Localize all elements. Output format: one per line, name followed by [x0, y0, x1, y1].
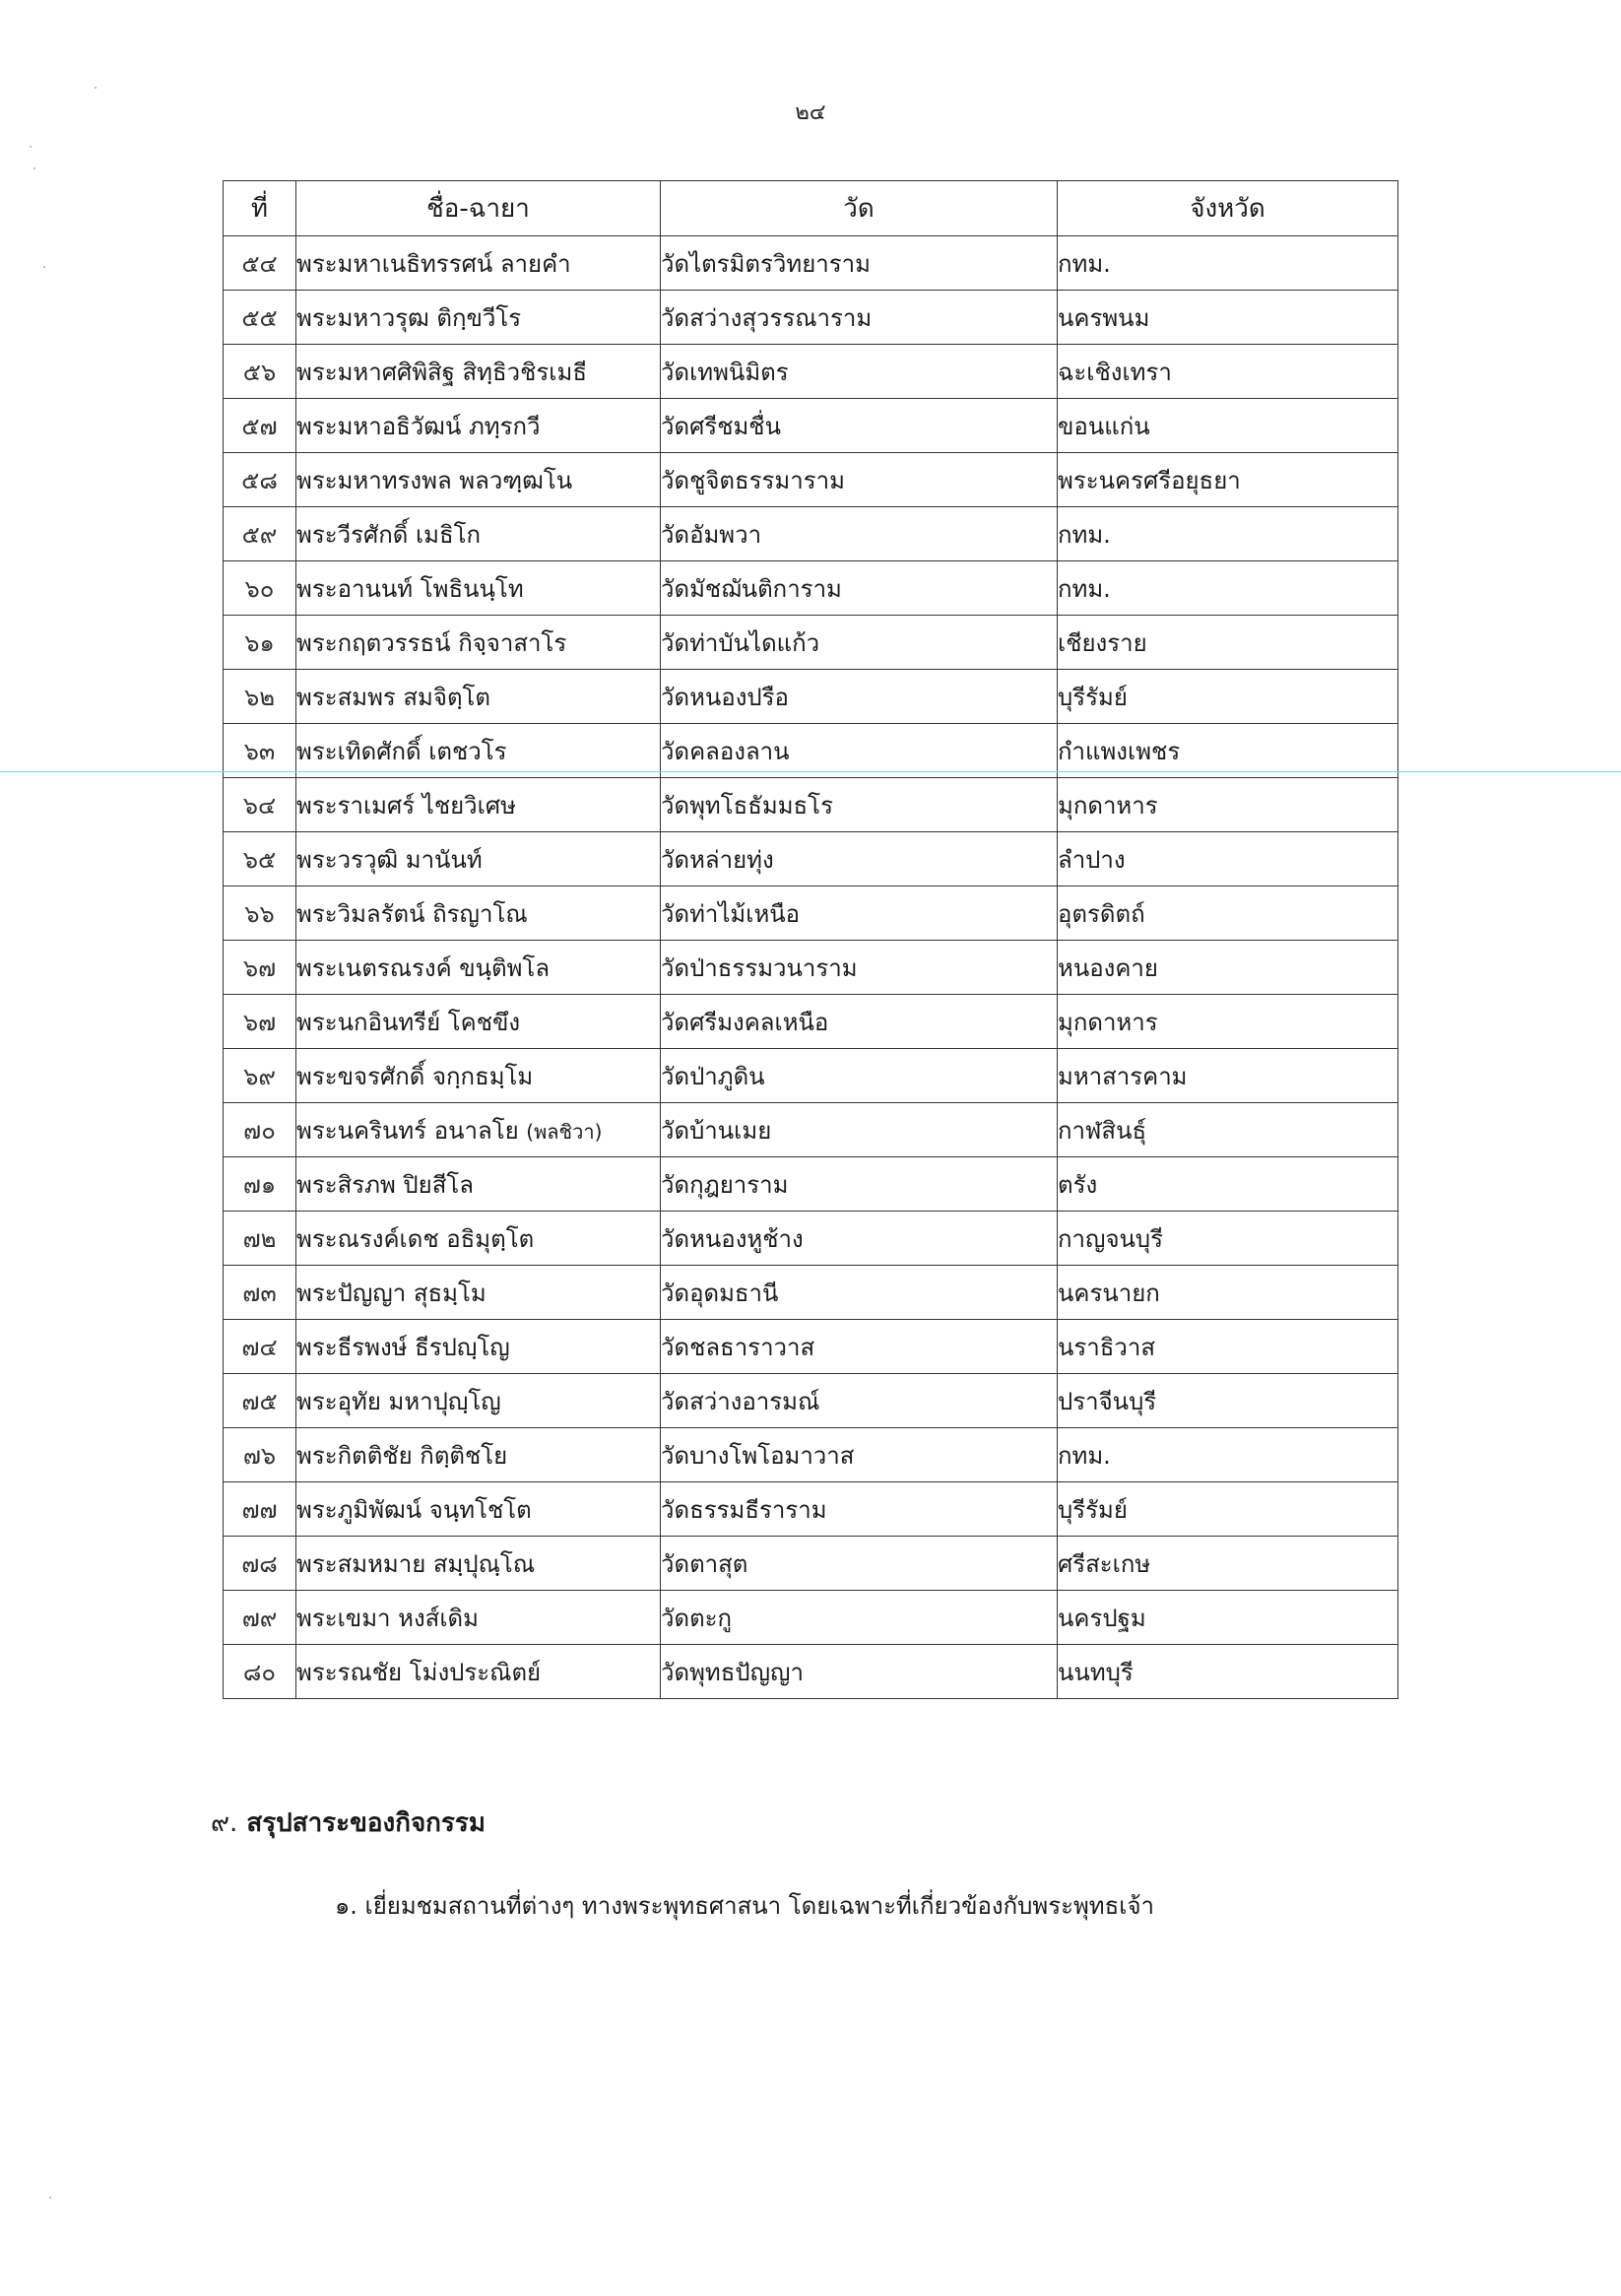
monk-name-text: พระมหาอธิวัฒน์ ภทฺรกวี: [296, 412, 541, 440]
table-row: [224, 561, 1398, 616]
row-number-text: ๕๗: [241, 412, 278, 440]
table-row: [224, 1537, 1398, 1591]
monk-name: [296, 399, 661, 453]
row-number: [224, 1157, 296, 1212]
row-number-text: ๖๙: [243, 1062, 276, 1090]
temple-name: [661, 507, 1058, 561]
province: [1058, 778, 1398, 832]
province: [1058, 1591, 1398, 1645]
province: [1058, 1049, 1398, 1103]
province-text: มหาสารคาม: [1058, 1062, 1188, 1090]
header-no: ที่: [224, 181, 296, 236]
monk-name-text: พระสิรภพ ปิยสีโล: [296, 1170, 474, 1199]
province-text: พระนครศรีอยุธยา: [1058, 466, 1241, 494]
province-text: ลำปาง: [1058, 845, 1126, 874]
scan-speck: [95, 87, 97, 89]
row-number: [224, 1374, 296, 1428]
province-text: บุรีรัมย์: [1058, 683, 1128, 711]
temple-name-text: วัดเทพนิมิตร: [661, 358, 789, 386]
monk-name-text: พระวิมลรัตน์ ถิรญาโณ: [296, 899, 528, 928]
monk-name-text: พระอานนท์ โพธินนฺโท: [296, 574, 524, 603]
row-number-text: ๕๔: [241, 249, 278, 278]
monk-name: [296, 1645, 661, 1699]
monk-name-text: พระมหาเนธิทรรศน์ ลายคำ: [296, 249, 571, 278]
province: [1058, 1645, 1398, 1699]
table-row: [224, 291, 1398, 345]
monk-name: [296, 1103, 661, 1157]
row-number-text: ๗๕: [241, 1387, 278, 1415]
temple-name-text: วัดอัมพวา: [661, 520, 762, 549]
province-text: ตรัง: [1058, 1170, 1098, 1199]
temple-name: [661, 1157, 1058, 1212]
table-row: [224, 1482, 1398, 1537]
row-number: [224, 236, 296, 291]
province-text: กทม.: [1058, 520, 1111, 549]
province-text: นครพนม: [1058, 303, 1150, 332]
province: [1058, 616, 1398, 670]
row-number-text: ๕๕: [241, 303, 278, 332]
monk-name-text: พระกิตติชัย กิตฺติชโย: [296, 1441, 508, 1470]
temple-name: [661, 724, 1058, 778]
temple-name-text: วัดชูจิตธรรมาราม: [661, 466, 845, 494]
section-number: ๙.: [211, 1808, 238, 1838]
monk-name: [296, 832, 661, 886]
table-row: [224, 345, 1398, 399]
row-number: [224, 941, 296, 995]
row-number-text: ๗๒: [242, 1224, 277, 1253]
temple-name-text: วัดหนองปรือ: [661, 683, 789, 711]
row-number: [224, 1266, 296, 1320]
temple-name-text: วัดกุฎยาราม: [661, 1170, 789, 1199]
monk-name-text: พระมหาวรุฒ ติกฺขวีโร: [296, 303, 522, 332]
monk-name-text: พระนครินทร์ อนาลโย: [296, 1116, 519, 1145]
row-number: [224, 1049, 296, 1103]
temple-name-text: วัดคลองลาน: [661, 737, 790, 765]
table-row: [224, 724, 1398, 778]
province: [1058, 670, 1398, 724]
table-header-row: [224, 181, 1398, 236]
table-row: [224, 1645, 1398, 1699]
roster-table: [223, 180, 1398, 1699]
row-number-text: ๕๘: [241, 466, 278, 494]
province-text: เชียงราย: [1058, 628, 1147, 657]
temple-name-text: วัดศรีมงคลเหนือ: [661, 1008, 829, 1036]
table-row: [224, 1428, 1398, 1482]
table-row: [224, 1103, 1398, 1157]
temple-name-text: วัดท่าบันไดแก้ว: [661, 628, 820, 657]
monk-name-text: พระขจรศักดิ์ จกฺกธมฺโม: [296, 1062, 534, 1090]
province: [1058, 886, 1398, 941]
row-number-text: ๗๓: [242, 1279, 277, 1307]
province: [1058, 941, 1398, 995]
province-text: กาฬสินธุ์: [1058, 1116, 1147, 1145]
header-wat: วัด: [661, 181, 1058, 236]
header-name: ชื่อ-ฉายา: [296, 181, 661, 236]
table-row: [224, 1591, 1398, 1645]
table-row: [224, 995, 1398, 1049]
province-text: กำแพงเพชร: [1058, 737, 1181, 765]
table-row: [224, 832, 1398, 886]
row-number: [224, 507, 296, 561]
row-number: [224, 1645, 296, 1699]
row-number-text: ๘๐: [242, 1658, 277, 1686]
province: [1058, 1428, 1398, 1482]
temple-name: [661, 832, 1058, 886]
section-title: สรุปสาระของกิจกรรม: [246, 1808, 486, 1838]
temple-name-text: วัดสว่างอารมณ์: [661, 1387, 820, 1415]
monk-name: [296, 670, 661, 724]
monk-name-text: พระมหาศศิพิสิฐ สิทฺธิวชิรเมธี: [296, 358, 587, 386]
scan-speck: [33, 167, 35, 169]
row-number: [224, 1482, 296, 1537]
province: [1058, 995, 1398, 1049]
temple-name: [661, 399, 1058, 453]
province-text: ศรีสะเกษ: [1058, 1549, 1151, 1578]
row-number: [224, 1103, 296, 1157]
temple-name-text: วัดพุทโธธัมมธโร: [661, 791, 833, 820]
temple-name: [661, 1103, 1058, 1157]
province: [1058, 1537, 1398, 1591]
row-number: [224, 724, 296, 778]
province-text: ฉะเชิงเทรา: [1058, 358, 1172, 386]
monk-name-text: พระเนตรณรงค์ ขนฺติพโล: [296, 953, 551, 982]
temple-name: [661, 1591, 1058, 1645]
monk-name: [296, 453, 661, 507]
scan-speck: [30, 146, 32, 148]
row-number-text: ๖๐: [244, 574, 275, 603]
province: [1058, 399, 1398, 453]
row-number-text: ๖๓: [243, 737, 276, 765]
province-text: ขอนแก่น: [1058, 412, 1150, 440]
row-number-text: ๗๔: [241, 1333, 278, 1361]
monk-name-text: พระสมพร สมจิตฺโต: [296, 683, 491, 711]
province: [1058, 832, 1398, 886]
monk-name: [296, 778, 661, 832]
monk-name: [296, 1591, 661, 1645]
row-number-text: ๕๙: [241, 520, 278, 549]
temple-name-text: วัดหล่ายทุ่ง: [661, 845, 774, 874]
row-number-text: ๖๑: [244, 628, 275, 657]
temple-name: [661, 995, 1058, 1049]
row-number: [224, 995, 296, 1049]
row-number: [224, 291, 296, 345]
monk-name: [296, 1428, 661, 1482]
monk-name: [296, 1537, 661, 1591]
monk-name-text: พระเขมา หงส์เดิม: [296, 1604, 479, 1632]
temple-name-text: วัดพุทธปัญญา: [661, 1658, 804, 1686]
province-text: ปราจีนบุรี: [1058, 1387, 1157, 1415]
province: [1058, 1103, 1398, 1157]
monk-name-text: พระภูมิพัฒน์ จนฺทโชโต: [296, 1495, 532, 1524]
temple-name: [661, 453, 1058, 507]
temple-name-text: วัดบ้านเมย: [661, 1116, 772, 1145]
row-number: [224, 1320, 296, 1374]
province: [1058, 1374, 1398, 1428]
temple-name-text: วัดมัชฌันติการาม: [661, 574, 842, 603]
table-row: [224, 1049, 1398, 1103]
monk-name: [296, 1049, 661, 1103]
monk-name: [296, 291, 661, 345]
temple-name-text: วัดไตรมิตรวิทยาราม: [661, 249, 871, 278]
province: [1058, 236, 1398, 291]
row-number: [224, 399, 296, 453]
temple-name: [661, 1049, 1058, 1103]
row-number: [224, 778, 296, 832]
monk-name-text: พระธีรพงษ์ ธีรปญฺโญ: [296, 1333, 510, 1361]
temple-name: [661, 561, 1058, 616]
temple-name: [661, 1212, 1058, 1266]
row-number-text: ๖๒: [243, 683, 276, 711]
temple-name-text: วัดป่าธรรมวนาราม: [661, 953, 858, 982]
table-row: [224, 1212, 1398, 1266]
temple-name: [661, 886, 1058, 941]
province-text: บุรีรัมย์: [1058, 1495, 1128, 1524]
temple-name-text: วัดอุดมธานี: [661, 1279, 779, 1307]
temple-name-text: วัดตาสุต: [661, 1549, 748, 1578]
temple-name-text: วัดท่าไม้เหนือ: [661, 899, 801, 928]
monk-name-text: พระรณชัย โม่งประณิตย์: [296, 1658, 542, 1686]
scan-speck: [43, 266, 45, 268]
province-text: มุกดาหาร: [1058, 1008, 1158, 1036]
monk-name-text: พระนกอินทรีย์ โคชขึง: [296, 1008, 521, 1036]
monk-name-text: พระสมหมาย สมฺปุณฺโณ: [296, 1549, 536, 1578]
row-number: [224, 1537, 296, 1591]
province-text: อุตรดิตถ์: [1058, 899, 1145, 928]
row-number-text: ๖๗: [242, 1008, 277, 1036]
province: [1058, 561, 1398, 616]
province: [1058, 1157, 1398, 1212]
monk-name-text: พระเทิดศักดิ์ เตชวโร: [296, 737, 507, 765]
monk-name: [296, 1266, 661, 1320]
monk-name: [296, 1374, 661, 1428]
temple-name-text: วัดสว่างสุวรรณาราม: [661, 303, 873, 332]
province-text: กทม.: [1058, 249, 1111, 278]
monk-name: [296, 941, 661, 995]
monk-name: [296, 561, 661, 616]
section-item: ๑. เยี่ยมชมสถานที่ต่างๆ ทางพระพุทธศาสนา โดยเฉพาะที่เกี่ยวข้องกับพระพุทธเจ้า: [335, 1892, 1155, 1920]
section-heading: [211, 1803, 486, 1843]
row-number: [224, 832, 296, 886]
province: [1058, 1212, 1398, 1266]
province-text: กทม.: [1058, 1441, 1111, 1470]
temple-name: [661, 778, 1058, 832]
monk-name: [296, 995, 661, 1049]
row-number-text: ๗๖: [242, 1441, 277, 1470]
table-row: [224, 453, 1398, 507]
monk-name-text: พระปัญญา สุธมฺโม: [296, 1279, 486, 1307]
temple-name: [661, 1645, 1058, 1699]
row-number-text: ๗๗: [241, 1495, 278, 1524]
province: [1058, 507, 1398, 561]
table-row: [224, 1157, 1398, 1212]
row-number-text: ๖๗: [242, 953, 277, 982]
temple-name: [661, 941, 1058, 995]
temple-name-text: วัดธรรมธีราราม: [661, 1495, 827, 1524]
monk-name: [296, 724, 661, 778]
monk-name: [296, 1482, 661, 1537]
table-row: [224, 507, 1398, 561]
row-number: [224, 1212, 296, 1266]
table-row: [224, 886, 1398, 941]
temple-name-text: วัดหนองหูช้าง: [661, 1224, 804, 1253]
row-number-text: ๗๙: [241, 1604, 278, 1632]
temple-name: [661, 236, 1058, 291]
scan-artifact-line: [0, 771, 1621, 772]
row-number-text: ๖๔: [242, 791, 277, 820]
monk-name-text: พระราเมศร์ ไชยวิเศษ: [296, 791, 516, 820]
monk-name: [296, 345, 661, 399]
table-row: [224, 1266, 1398, 1320]
monk-name: [296, 1157, 661, 1212]
page-number: ๒๔: [795, 100, 826, 125]
province: [1058, 453, 1398, 507]
row-number-text: ๗๘: [241, 1549, 278, 1578]
row-number-text: ๗๐: [243, 1116, 276, 1145]
row-number-text: ๕๖: [242, 358, 277, 386]
province-text: นนทบุรี: [1058, 1658, 1134, 1686]
table-row: [224, 670, 1398, 724]
monk-name: [296, 507, 661, 561]
monk-name-text: พระอุทัย มหาปุญฺโญ: [296, 1387, 501, 1415]
temple-name: [661, 616, 1058, 670]
temple-name: [661, 670, 1058, 724]
province: [1058, 1482, 1398, 1537]
temple-name-text: วัดศรีชมชื่น: [661, 412, 781, 440]
temple-name: [661, 1266, 1058, 1320]
monk-name: [296, 1212, 661, 1266]
province: [1058, 345, 1398, 399]
province: [1058, 724, 1398, 778]
province: [1058, 291, 1398, 345]
monk-name: [296, 1320, 661, 1374]
table-row: [224, 778, 1398, 832]
monk-name: [296, 886, 661, 941]
monk-name: [296, 616, 661, 670]
province-text: กทม.: [1058, 574, 1111, 603]
scan-speck: [49, 2197, 51, 2198]
temple-name-text: วัดชลธาราวาส: [661, 1333, 815, 1361]
table-row: [224, 236, 1398, 291]
row-number: [224, 345, 296, 399]
table-row: [224, 399, 1398, 453]
province: [1058, 1266, 1398, 1320]
row-number: [224, 1428, 296, 1482]
province-text: มุกดาหาร: [1058, 791, 1158, 820]
province-text: นครปฐม: [1058, 1604, 1146, 1632]
table-row: [224, 1320, 1398, 1374]
row-number: [224, 453, 296, 507]
row-number: [224, 670, 296, 724]
table-body: [224, 236, 1398, 1699]
province: [1058, 1320, 1398, 1374]
province-text: นครนายก: [1058, 1279, 1160, 1307]
temple-name: [661, 1428, 1058, 1482]
monk-name-text: พระวีรศักดิ์ เมธิโก: [296, 520, 482, 549]
row-number: [224, 616, 296, 670]
temple-name-text: วัดตะกู: [661, 1604, 733, 1632]
row-number: [224, 1591, 296, 1645]
monk-name-text: พระมหาทรงพล พลวฑฺฒโน: [296, 466, 573, 494]
row-number: [224, 886, 296, 941]
monk-name-text: พระณรงค์เดช อธิมุตฺโต: [296, 1224, 535, 1253]
temple-name: [661, 1482, 1058, 1537]
temple-name: [661, 291, 1058, 345]
table-row: [224, 616, 1398, 670]
table-row: [224, 1374, 1398, 1428]
header-province: จังหวัด: [1058, 181, 1398, 236]
monk-name-note: (พลชิวา): [526, 1119, 603, 1144]
temple-name: [661, 345, 1058, 399]
monk-name: [296, 236, 661, 291]
table-row: [224, 941, 1398, 995]
row-number: [224, 561, 296, 616]
province-text: หนองคาย: [1058, 953, 1158, 982]
temple-name-text: วัดป่าภูดิน: [661, 1062, 765, 1090]
row-number-text: ๗๑: [242, 1170, 277, 1199]
row-number-text: ๖๖: [244, 899, 275, 928]
province-text: นราธิวาส: [1058, 1333, 1156, 1361]
row-number-text: ๖๕: [242, 845, 277, 874]
province-text: กาญจนบุรี: [1058, 1224, 1164, 1253]
temple-name: [661, 1374, 1058, 1428]
monk-name-text: พระกฤตวรรธน์ กิจฺจาสาโร: [296, 628, 567, 657]
monk-name-text: พระวรวุฒิ มานันท์: [296, 845, 483, 874]
temple-name: [661, 1320, 1058, 1374]
temple-name: [661, 1537, 1058, 1591]
temple-name-text: วัดบางโพโอมาวาส: [661, 1441, 855, 1470]
